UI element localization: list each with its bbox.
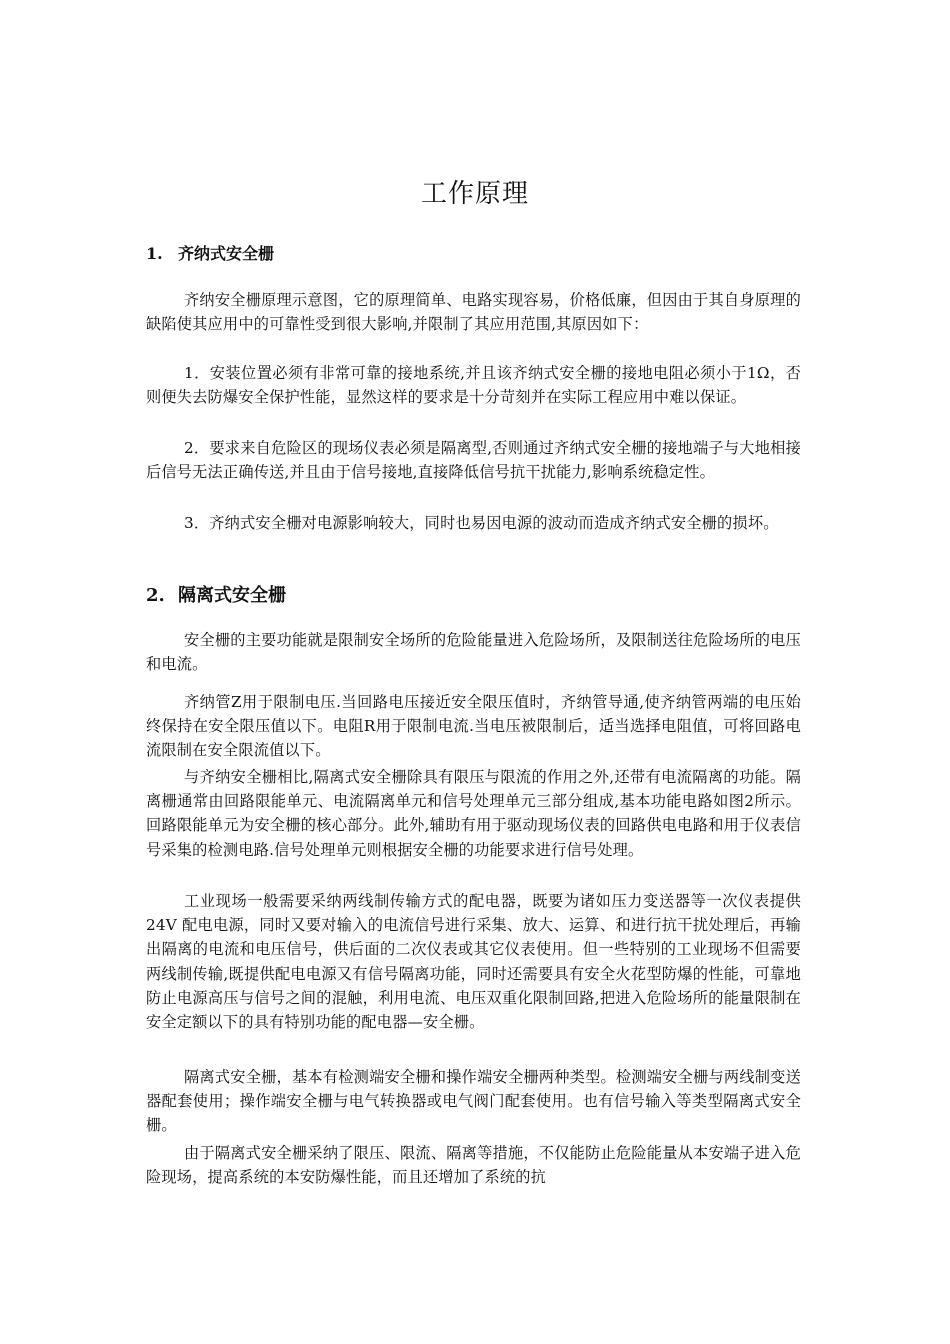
page-title: 工作原理 xyxy=(420,179,529,209)
paragraph: 齐纳管Z用于限制电压.当回路电压接近安全限压值时，齐纳管导通,使齐纳管两端的电压始终保持在安全限压值以下。电阻R用于限制电流.当电压被限制后，适当选择电阻值，可将回路电流限制在安全限流值以下。 xyxy=(146,693,801,760)
list-item: 2．要求来自危险区的现场仪表必须是隔离型,否则通过齐纳式安全栅的接地端子与大地相接后信号无法正确传送,并且由于信号接地,直接降低信号抗干扰能力,影响系统稳定性。 xyxy=(146,439,801,482)
paragraph: 隔离式安全栅，基本有检测端安全栅和操作端安全栅两种类型。检测端安全栅与两线制变送器配套使用；操作端安全栅与电气转换器或电气阀门配套使用。也有信号输入等类型隔离式安全栅。 xyxy=(146,1068,801,1135)
section-heading-text: 隔离式安全栅 xyxy=(178,585,286,606)
paragraph: 由于隔离式安全栅采纳了限压、限流、隔离等措施，不仅能防止危险能量从本安端子进入危险现场，提高系统的本安防爆性能，而且还增加了系统的抗 xyxy=(146,1144,801,1187)
section-heading-text: 齐纳式安全栅 xyxy=(178,244,275,263)
paragraph: 齐纳安全栅原理示意图，它的原理简单、电路实现容易，价格低廉，但因由于其自身原理的缺陷使其应用中的可靠性受到很大影响,并限制了其应用范围,其原因如下： xyxy=(146,291,801,334)
paragraph: 与齐纳安全栅相比,隔离式安全栅除具有限压与限流的作用之外,还带有电流隔离的功能。隔离栅通常由回路限能单元、电流隔离单元和信号处理单元三部分组成,基本功能电路如图2所示。回路限能单元为安全栅的核心部分。此外,辅助有用于驱动现场仪表的回路供电电路和用于仪表信号采集的检测电路.信号处理单元则根据安全栅的功能要求进行信号处理。 xyxy=(146,768,801,859)
paragraph: 工业现场一般需要采纳两线制传输方式的配电器，既要为诸如压力变送器等一次仪表提供24V 配电电源，同时又要对输入的电流信号进行采集、放大、运算、和进行抗干扰处理后，再输出隔离的电流和电压信号，供后面的二次仪表或其它仪表使用。但一些特别的工业现场不但需要两线制传输,既提供配电电源又有信号隔离功能，同时还需要具有安全火花型防爆的性能，可靠地防止电源高压与信号之间的混触，利用电流、电压双重化限制回路,把进入危险场所的能量限制在安全定额以下的具有特别功能的配电器—安全栅。 xyxy=(146,892,801,1032)
section-number: 1. xyxy=(146,244,163,263)
list-item: 1．安装位置必须有非常可靠的接地系统,并且该齐纳式安全栅的接地电阻必须小于1Ω，否则便失去防爆安全保护性能，显然这样的要求是十分苛刻并在实际工程应用中难以保证。 xyxy=(146,364,801,407)
list-item: 3．齐纳式安全栅对电源影响较大，同时也易因电源的波动而造成齐纳式安全栅的损坏。 xyxy=(184,514,779,532)
paragraph: 安全栅的主要功能就是限制安全场所的危险能量进入危险场所，及限制送往危险场所的电压和电流。 xyxy=(146,631,801,674)
section-number: 2. xyxy=(146,585,165,606)
section-heading-zener xyxy=(146,240,274,268)
section-heading-isolated xyxy=(146,582,286,610)
